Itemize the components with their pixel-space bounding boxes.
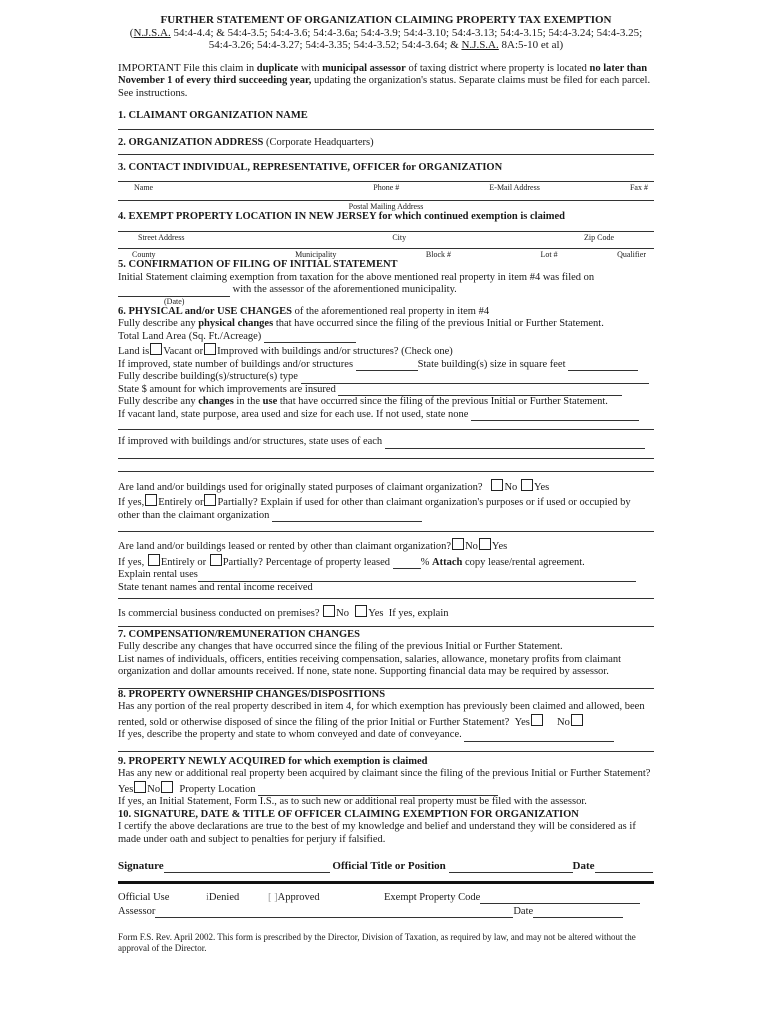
- initial-statement-text2: with the assessor of the aforementioned municipality.: [232, 284, 457, 295]
- building-size-field[interactable]: [568, 360, 638, 371]
- conveyance-label: If yes, describe the property and state to whom conveyed and date of conveyance.: [118, 729, 462, 740]
- initial-statement-text: Initial Statement claiming exemption from taxation for the above mentioned real property in item #4 was filed on: [118, 271, 595, 283]
- num-buildings-label: If improved, state number of buildings and/or structures: [118, 358, 354, 370]
- statute-list-end: 8A:5-10 et al): [498, 39, 564, 51]
- njsa-abbrev: N.J.S.A.: [461, 39, 499, 51]
- important-label: IMPORTANT: [118, 61, 181, 74]
- exempt-code-field[interactable]: [480, 893, 640, 904]
- section-7-title: 7. COMPENSATION/REMUNERATION CHANGES: [118, 628, 361, 640]
- commercial-question: Is commercial business conducted on premises?: [118, 608, 320, 619]
- tenant-names-line2[interactable]: [118, 598, 654, 599]
- usage-explain-text: Partially? Explain if used for other than claimant organization's purposes or if used or occupied by other than the claimant organization: [118, 497, 631, 521]
- conveyance-row: [118, 729, 654, 742]
- percent-sign: %: [420, 556, 433, 568]
- usage-explain-field[interactable]: [272, 511, 422, 522]
- assessor-field[interactable]: [155, 907, 513, 918]
- caption-municipality: Municipality: [295, 250, 337, 259]
- notice-text: File this claim in: [180, 62, 257, 74]
- if-yes-label: If yes,: [118, 556, 145, 568]
- partially-checkbox[interactable]: [204, 494, 216, 506]
- caption-zip: Zip Code: [584, 233, 614, 242]
- ownership-yes-checkbox[interactable]: [531, 714, 543, 726]
- improved-checkbox[interactable]: [204, 343, 216, 355]
- section-2-subtitle: (Corporate Headquarters): [263, 136, 374, 148]
- exempt-code-row: [384, 892, 640, 905]
- important-notice: [118, 62, 654, 101]
- building-type-row: [118, 371, 654, 384]
- no-label: No: [556, 716, 570, 728]
- commercial-explain-field[interactable]: [118, 626, 654, 627]
- leased-no-checkbox[interactable]: [452, 538, 464, 550]
- official-use-block: [118, 892, 654, 920]
- land-is-label: Land is: [118, 346, 150, 357]
- entirely-label: Entirely or: [160, 556, 207, 568]
- initial-statement-note: If yes, an Initial Statement, Form I.S., as to such new or additional real property must be filed with the assessor.: [118, 796, 587, 807]
- yes-label: Yes: [514, 716, 530, 728]
- land-area-row: [118, 331, 654, 344]
- property-street-field[interactable]: [118, 231, 654, 232]
- no-label: No: [504, 481, 518, 493]
- notice-bold: no later than November 1 of every third succeeding year,: [118, 62, 648, 86]
- section-9-heading: [118, 756, 654, 769]
- section-9-title: 9. PROPERTY NEWLY ACQUIRED: [118, 755, 286, 767]
- caption-postal: Postal Mailing Address: [348, 201, 424, 211]
- approved-option[interactable]: [ ]Approved: [268, 891, 320, 903]
- official-use-divider: [118, 881, 654, 884]
- percentage-leased-field[interactable]: [393, 558, 421, 569]
- commercial-yes-checkbox[interactable]: [355, 605, 367, 617]
- assessor-label: Assessor: [118, 905, 156, 917]
- conveyance-line2[interactable]: [118, 751, 654, 752]
- caption-phone: Phone #: [373, 182, 400, 192]
- yes-label: Yes: [491, 541, 508, 552]
- signature-date-field[interactable]: [595, 862, 653, 873]
- newly-acquired-question: [118, 768, 654, 796]
- initial-statement-line2: [118, 284, 654, 297]
- vacant-checkbox[interactable]: [150, 343, 162, 355]
- form-title: FURTHER STATEMENT OF ORGANIZATION CLAIMING PROPERTY TAX EXEMPTION: [160, 14, 612, 26]
- original-purpose-question: Are land and/or buildings used for originally stated purposes of claimant organization?: [118, 481, 483, 493]
- land-status-row: [118, 343, 654, 359]
- land-area-label: Total Land Area (Sq. Ft./Acreage): [118, 330, 262, 342]
- building-type-field[interactable]: [301, 373, 649, 384]
- property-location-field[interactable]: [258, 785, 498, 796]
- vacant-use-label: If vacant land, state purpose, area used and size for each use. If not used, state none: [118, 408, 469, 420]
- no-label: No: [336, 608, 349, 619]
- section-5-title: 5. CONFIRMATION OF FILING OF INITIAL STATEMENT: [118, 259, 398, 270]
- form-footer: Form F.S. Rev. April 2002. This form is prescribed by the Director, Division of Taxation, as required by law, and may not be altered without the approval of the Director.: [118, 931, 636, 953]
- location-captions-2: [118, 250, 654, 259]
- commercial-row: [118, 605, 654, 621]
- attach-label: Attach: [432, 556, 463, 568]
- improved-uses-field[interactable]: [385, 438, 645, 449]
- statute-list-cont: 54:4-3.26; 54:4-3.27; 54:4-3.35; 54:4-3.52; 54:4-3.64; &: [208, 39, 462, 51]
- section-6-heading: [118, 306, 654, 319]
- signature-field[interactable]: [164, 862, 330, 873]
- notice-text: updating the organization's status. Separate claims must be filed for each parcel. See instructions.: [118, 75, 651, 99]
- caption-street: Street Address: [138, 233, 185, 242]
- form-page: [118, 14, 654, 954]
- improved-uses-line2[interactable]: [118, 458, 654, 459]
- contact-line-field[interactable]: [118, 181, 654, 182]
- num-buildings-field[interactable]: [356, 360, 418, 371]
- property-county-field[interactable]: [118, 248, 654, 249]
- original-purpose-no-checkbox[interactable]: [491, 479, 503, 491]
- improved-uses-row: [118, 436, 654, 449]
- official-title-label: Official Title or Position: [332, 860, 446, 872]
- vacant-use-row: [118, 409, 654, 422]
- lease-entirely-checkbox[interactable]: [148, 554, 160, 566]
- no-label: No: [465, 541, 478, 552]
- section-6-title-rest: of the aforementioned real property in item #4: [291, 305, 490, 317]
- improved-uses-line3[interactable]: [118, 471, 654, 472]
- improved-uses-label: If improved with buildings and/or structures, state uses of each: [118, 436, 383, 447]
- notice-bold: duplicate: [256, 62, 299, 74]
- vacant-use-line2[interactable]: [118, 429, 654, 430]
- section-9-title-rest: for which exemption is claimed: [285, 755, 428, 767]
- text-bold: changes: [198, 396, 234, 407]
- percentage-leased-label: Partially? Percentage of property leased: [222, 556, 391, 568]
- assessor-date-label: Date: [513, 905, 534, 917]
- section-3-title: 3. CONTACT INDIVIDUAL, REPRESENTATIVE, OFFICER for ORGANIZATION: [118, 162, 503, 173]
- physical-changes-text: [118, 318, 654, 331]
- initial-filing-date-field[interactable]: [118, 286, 230, 297]
- caption-block: Block #: [425, 250, 451, 259]
- text-bold: use: [262, 396, 278, 407]
- section-2: [118, 137, 654, 150]
- commercial-no-checkbox[interactable]: [323, 605, 335, 617]
- caption-qualifier: Qualifier: [617, 250, 646, 259]
- denied-label: Denied: [208, 891, 240, 903]
- denied-option[interactable]: iDenied: [206, 891, 240, 903]
- leased-yes-checkbox[interactable]: [479, 538, 491, 550]
- statute-reference-line1: [118, 27, 654, 40]
- entirely-label: Entirely or: [158, 497, 204, 508]
- signature-label: Signature: [118, 860, 164, 872]
- usage-explain-line2[interactable]: [118, 531, 654, 532]
- official-title-field[interactable]: [449, 862, 573, 873]
- text: Fully describe any: [118, 396, 199, 407]
- caption-name: Name: [134, 182, 154, 192]
- usage-extent-row: [118, 494, 654, 522]
- section-10-title: 10. SIGNATURE, DATE & TITLE OF OFFICER CLAIMING EXEMPTION FOR ORGANIZATION: [118, 808, 579, 820]
- contact-captions: [118, 183, 654, 192]
- improved-label: Improved with buildings and/or structures? (Check one): [217, 346, 453, 357]
- insured-row: [118, 384, 654, 397]
- caption-lot: Lot #: [540, 250, 558, 259]
- insured-label: State $ amount for which improvements are insured: [118, 383, 336, 395]
- original-purpose-yes-checkbox[interactable]: [521, 479, 533, 491]
- section-1-title: 1. CLAIMANT ORGANIZATION NAME: [118, 110, 308, 121]
- lease-extent-row: [118, 554, 654, 570]
- conveyance-field[interactable]: [464, 731, 614, 742]
- leased-question: Are land and/or buildings leased or rented by other than claimant organization?: [118, 541, 452, 552]
- njsa-abbrev: N.J.S.A.: [133, 26, 171, 39]
- leased-row: [118, 538, 654, 554]
- caption-date: (Date): [164, 296, 185, 306]
- signature-date-label: Date: [572, 860, 595, 872]
- section-4-title: 4. EXEMPT PROPERTY LOCATION IN NEW JERSEY for which continued exemption is claimed: [118, 210, 565, 222]
- text: that have occurred since the filing of the previous Initial or Further Statement.: [277, 396, 608, 407]
- section-2-title: 2. ORGANIZATION ADDRESS: [118, 136, 264, 148]
- claimant-name-field[interactable]: [118, 129, 654, 130]
- building-size-label: State building(s) size in square feet: [417, 358, 566, 370]
- assessor-date-field[interactable]: [533, 907, 623, 918]
- entirely-checkbox[interactable]: [145, 494, 157, 506]
- approved-label: Approved: [277, 891, 320, 903]
- caption-city: City: [392, 233, 407, 242]
- caption-county: County: [132, 250, 156, 259]
- property-location-label: Property Location: [179, 783, 256, 795]
- text-bold: physical changes: [198, 318, 274, 329]
- attach-text: copy lease/rental agreement.: [462, 556, 585, 568]
- lease-partially-checkbox[interactable]: [210, 554, 222, 566]
- statute-list: 54:4-4.4; & 54:4-3.5; 54:4-3.6; 54:4-3.6a; 54:4-3.9; 54:4-3.10; 54:4-3.13; 54:4-3.15; 54:4-3.24; 54:4-3.25;: [170, 26, 643, 39]
- commercial-explain-label: If yes, explain: [388, 608, 449, 619]
- text: that have occurred since the filing of the previous Initial or Further Statement.: [273, 318, 604, 329]
- tenant-names-label: State tenant names and rental income received: [118, 581, 313, 593]
- notice-text: of taxing district where property is located: [405, 62, 590, 74]
- caption-fax: Fax #: [629, 182, 648, 192]
- section-6-title: 6. PHYSICAL and/or USE CHANGES: [118, 305, 292, 317]
- ownership-question: [118, 701, 654, 729]
- vacant-label: Vacant or: [163, 346, 204, 357]
- original-purpose-row: [118, 479, 654, 495]
- yes-label: Yes: [118, 783, 134, 795]
- paren: (: [129, 26, 134, 39]
- acquired-no-checkbox[interactable]: [161, 781, 173, 793]
- tenant-names-row: [118, 582, 654, 595]
- section-8-title: 8. PROPERTY OWNERSHIP CHANGES/DISPOSITIONS: [118, 688, 386, 700]
- official-use-label: Official Use: [118, 891, 170, 903]
- compensation-text-2: List names of individuals, officers, entities receiving compensation, salaries, allowance, monetary profits from claimant organization and dollar amounts received. If none, state none. Supporting financial data may be required by assessor.: [118, 653, 622, 677]
- compensation-text-1: Fully describe any changes that have occurred since the filing of the previous Initial or Further Statement.: [118, 641, 563, 652]
- signature-row: [118, 860, 654, 873]
- statute-reference-line2: [118, 39, 654, 52]
- no-label: No: [147, 783, 161, 795]
- exempt-code-label: Exempt Property Code: [384, 891, 481, 903]
- certification-text: I certify the above declarations are true to the best of my knowledge and belief and understand they will be considered as if made under oath and subject to penalties for perjury if falsified.: [118, 821, 636, 845]
- rental-uses-row: [118, 569, 654, 582]
- yes-label: Yes: [533, 481, 550, 493]
- buildings-row: [118, 359, 654, 372]
- caption-email: E-Mail Address: [489, 182, 540, 192]
- notice-text: with: [298, 62, 323, 74]
- acquired-yes-checkbox[interactable]: [134, 781, 146, 793]
- postal-address-field[interactable]: [118, 200, 654, 201]
- use-changes-text: [118, 396, 654, 409]
- yes-label: Yes: [368, 608, 384, 619]
- insured-amount-field[interactable]: [338, 385, 622, 396]
- assessor-row: [118, 906, 623, 919]
- notice-bold: municipal assessor: [322, 62, 406, 74]
- vacant-use-field[interactable]: [471, 410, 639, 421]
- form-header: [118, 14, 654, 52]
- building-type-label: Fully describe building(s)/structure(s) type: [118, 371, 298, 382]
- newly-acquired-text: Has any new or additional real property been acquired by claimant since the filing of the previous Initial or Further Statement?: [118, 768, 651, 779]
- if-yes-label: If yes,: [118, 497, 145, 508]
- location-captions-1: [118, 233, 654, 242]
- ownership-no-checkbox[interactable]: [571, 714, 583, 726]
- text: Fully describe any: [118, 318, 199, 329]
- rental-uses-field[interactable]: [198, 571, 636, 582]
- rental-uses-label: Explain rental uses: [118, 569, 198, 580]
- ownership-question-text: Has any portion of the real property described in item 4, for which exemption has previously been claimed and allowed, been rented, sold or otherwise disposed of since the filing of the prior Initial or Further Statement?: [118, 701, 645, 728]
- land-area-field[interactable]: [264, 332, 356, 343]
- text: in the: [233, 396, 263, 407]
- organization-address-field[interactable]: [118, 154, 654, 155]
